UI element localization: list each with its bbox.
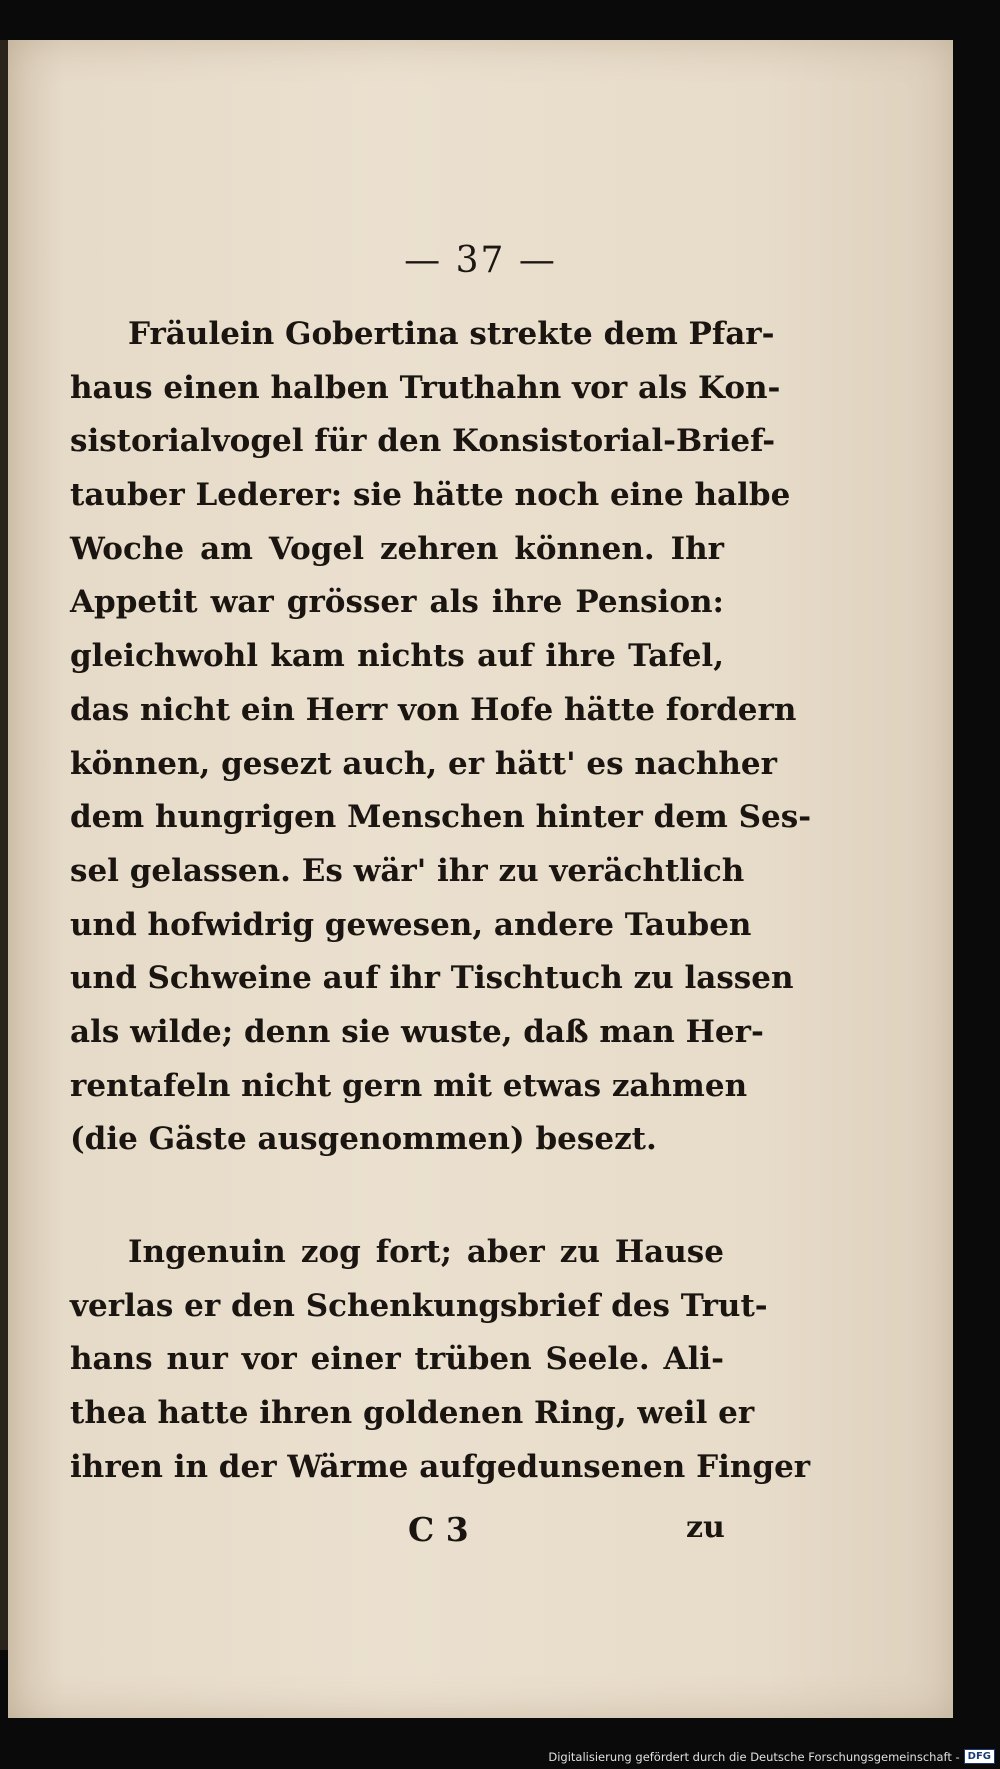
text-line: Appetit war grösser als ihre Pension: [70,584,724,621]
text-line: das nicht ein Herr von Hofe hätte fordern [70,691,797,728]
text-line: dem hungrigen Menschen hinter dem Ses- [70,799,812,836]
text-line: rentafeln nicht gern mit etwas zahmen [70,1067,748,1104]
text-line: verlas er den Schenkungsbrief des Trut- [70,1287,768,1324]
text-line: können, gesezt auch, er hätt' es nachher [70,745,777,782]
text-line: (die Gäste ausgenommen) besezt. [70,1121,657,1158]
text-line: gleichwohl kam nichts auf ihre Tafel, [70,638,724,675]
page-number-header: — 37 — [404,240,557,281]
book-spine-shadow [0,40,8,1650]
digitization-credit [548,1749,995,1764]
dfg-logo: DFG [964,1749,995,1764]
text-line: Woche am Vogel zehren können. Ihr [70,530,724,567]
text-line: und hofwidrig gewesen, andere Tauben [70,906,752,943]
text-line: hans nur vor einer trüben Seele. Ali- [70,1341,724,1378]
text-line: Ingenuin zog fort; aber zu Hause [128,1234,724,1270]
text-line: Fräulein Gobertina strekte dem Pfar- [128,316,775,352]
text-line: sel gelassen. Es wär' ihr zu verächtlich [70,852,745,889]
text-line: thea hatte ihren goldenen Ring, weil er [70,1395,755,1432]
signature-mark: C 3 [408,1510,469,1549]
credit-text: Digitalisierung gefördert durch die Deutsche Forschungsgemeinschaft - [548,1749,960,1764]
text-line: sistorialvogel für den Konsistorial-Brief- [70,423,776,460]
text-line: und Schweine auf ihr Tischtuch zu lassen [70,960,794,997]
catchword: zu [686,1510,725,1545]
book-page [8,40,953,1718]
text-line: tauber Lederer: sie hätte noch eine halbe [70,477,791,514]
text-line: als wilde; denn sie wuste, daß man Her- [70,1013,764,1050]
paragraph-1 [70,308,812,1167]
text-line: ihren in der Wärme aufgedunsenen Finger [70,1448,811,1485]
paragraph-2 [70,1226,811,1494]
text-line: haus einen halben Truthahn vor als Kon- [70,369,781,406]
